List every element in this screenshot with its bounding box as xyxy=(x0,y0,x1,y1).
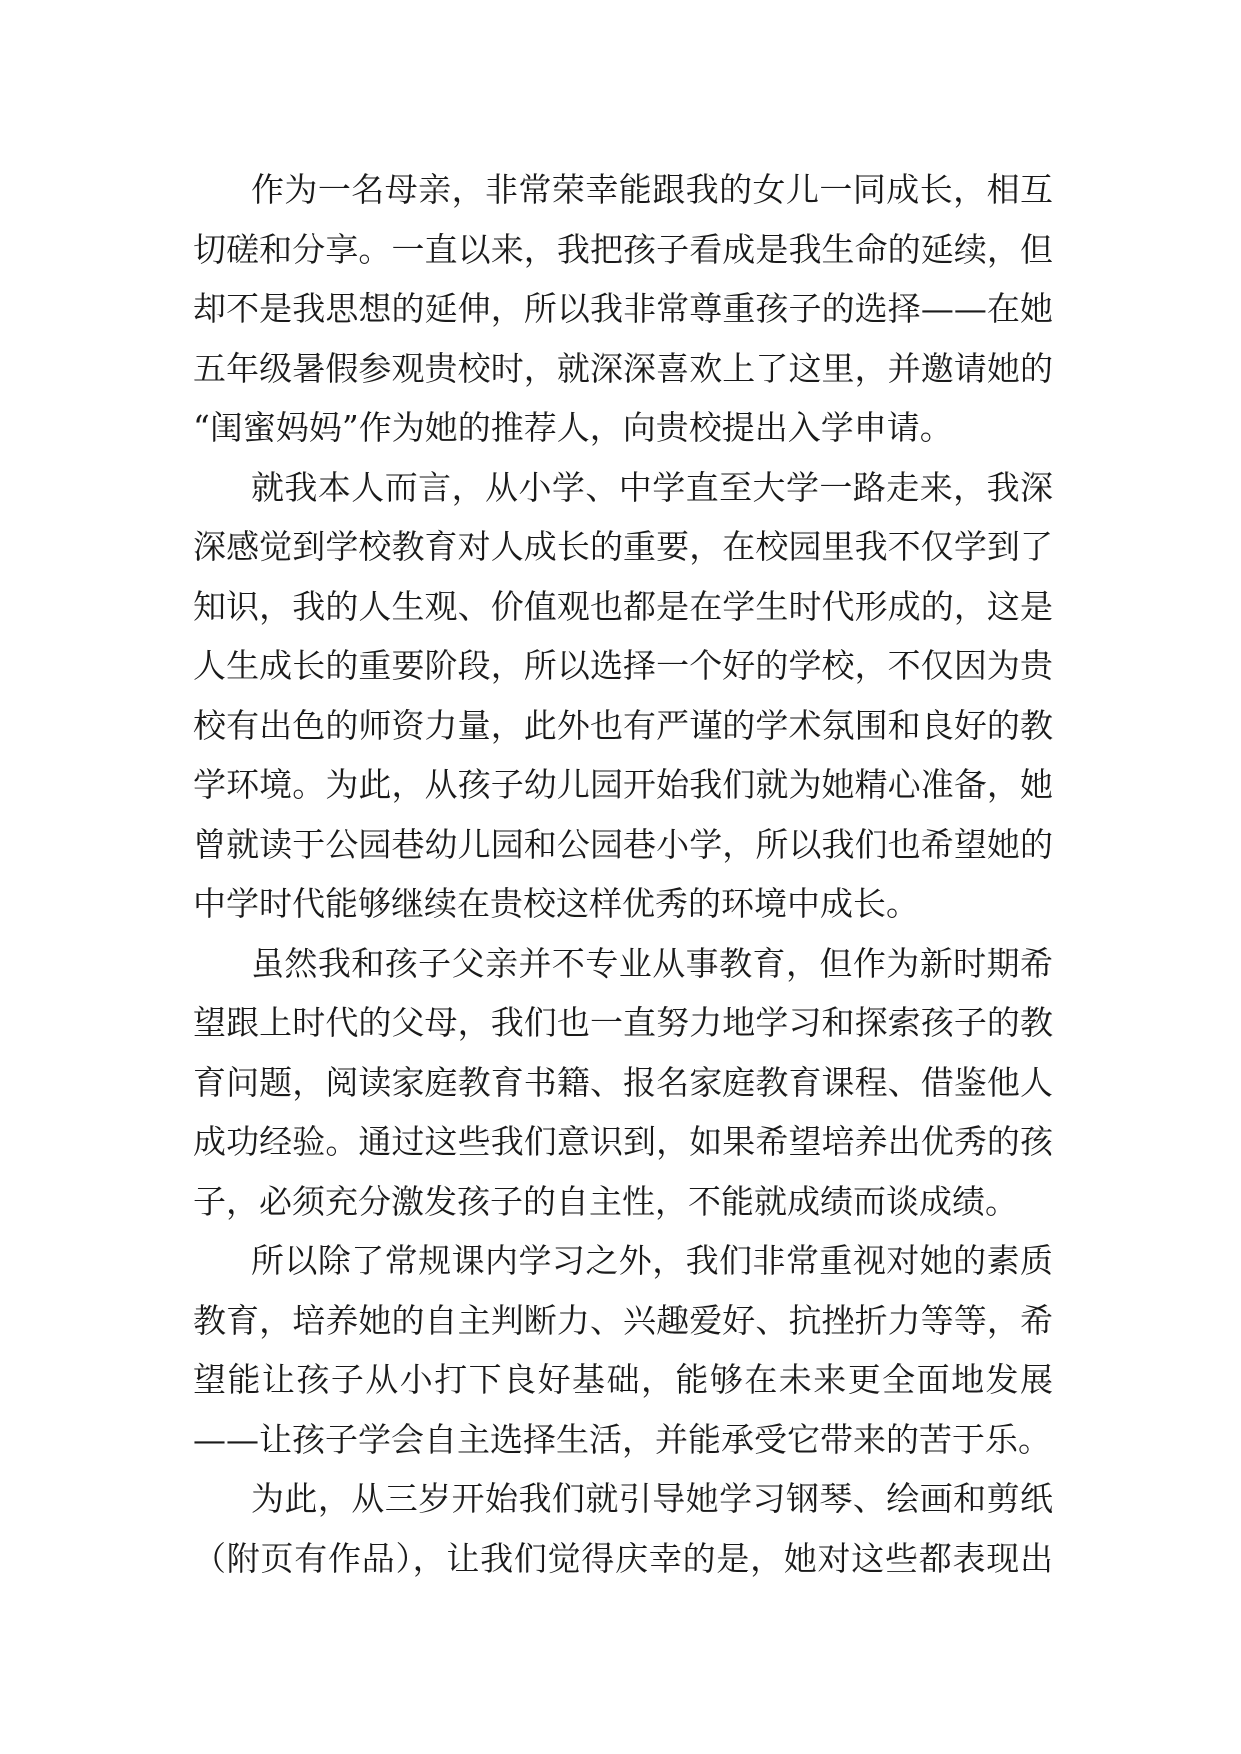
paragraph-2-line-1: 就我本人而言，从小学、中学直至大学一路走来，我深 xyxy=(251,467,1053,507)
paragraph-3-line-4: 成功经验。通过这些我们意识到，如果希望培养出优秀的孩 xyxy=(193,1122,1053,1161)
paragraph-5-line-2: （附页有作品），让我们觉得庆幸的是，她对这些都表现出 xyxy=(193,1538,1053,1578)
paragraph-3-line-2: 望跟上时代的父母，我们也一直努力地学习和探索孩子的教 xyxy=(193,1003,1053,1042)
body-text xyxy=(193,160,1053,1588)
paragraph-1-line-3: 却不是我思想的延伸，所以我非常尊重孩子的选择——在她 xyxy=(193,289,1053,328)
paragraph-2-line-8: 中学时代能够继续在贵校这样优秀的环境中成长。 xyxy=(193,884,919,923)
paragraph-2-line-3: 知识，我的人生观、价值观也都是在学生时代形成的，这是 xyxy=(193,586,1053,626)
paragraph-2-line-5: 校有出色的师资力量，此外也有严谨的学术氛围和良好的教 xyxy=(193,705,1053,745)
paragraph-5-line-1: 为此，从三岁开始我们就引导她学习钢琴、绘画和剪纸 xyxy=(251,1479,1053,1518)
paragraph-1-line-5: “闺蜜妈妈”作为她的推荐人，向贵校提出入学申请。 xyxy=(193,408,953,447)
paragraph-2-line-4: 人生成长的重要阶段，所以选择一个好的学校，不仅因为贵 xyxy=(193,646,1053,685)
paragraph-3-line-5: 子，必须充分激发孩子的自主性，不能就成绩而谈成绩。 xyxy=(193,1181,1018,1221)
paragraph-2-line-2: 深感觉到学校教育对人成长的重要，在校园里我不仅学到了 xyxy=(193,527,1053,566)
paragraph-4-line-2: 教育，培养她的自主判断力、兴趣爱好、抗挫折力等等，希 xyxy=(193,1300,1053,1340)
paragraph-1-line-2: 切磋和分享。一直以来，我把孩子看成是我生命的延续，但 xyxy=(193,229,1053,269)
paragraph-3-line-1: 虽然我和孩子父亲并不专业从事教育，但作为新时期希 xyxy=(251,943,1053,983)
paragraph-4-line-4: ——让孩子学会自主选择生活，并能承受它带来的苦于乐。 xyxy=(193,1419,1051,1459)
paragraph-2-line-7: 曾就读于公园巷幼儿园和公园巷小学，所以我们也希望她的 xyxy=(193,824,1053,864)
paragraph-2-line-6: 学环境。为此，从孩子幼儿园开始我们就为她精心准备，她 xyxy=(193,765,1053,804)
paragraph-4-line-1: 所以除了常规课内学习之外，我们非常重视对她的素质 xyxy=(251,1241,1053,1280)
paragraph-3-line-3: 育问题，阅读家庭教育书籍、报名家庭教育课程、借鉴他人 xyxy=(193,1062,1053,1102)
paragraph-1-line-1: 作为一名母亲，非常荣幸能跟我的女儿一同成长，相互 xyxy=(251,170,1053,209)
paragraph-4-line-3: 望能让孩子从小打下良好基础，能够在未来更全面地发展 xyxy=(193,1360,1053,1399)
paragraph-1-line-4: 五年级暑假参观贵校时，就深深喜欢上了这里，并邀请她的 xyxy=(193,348,1053,388)
